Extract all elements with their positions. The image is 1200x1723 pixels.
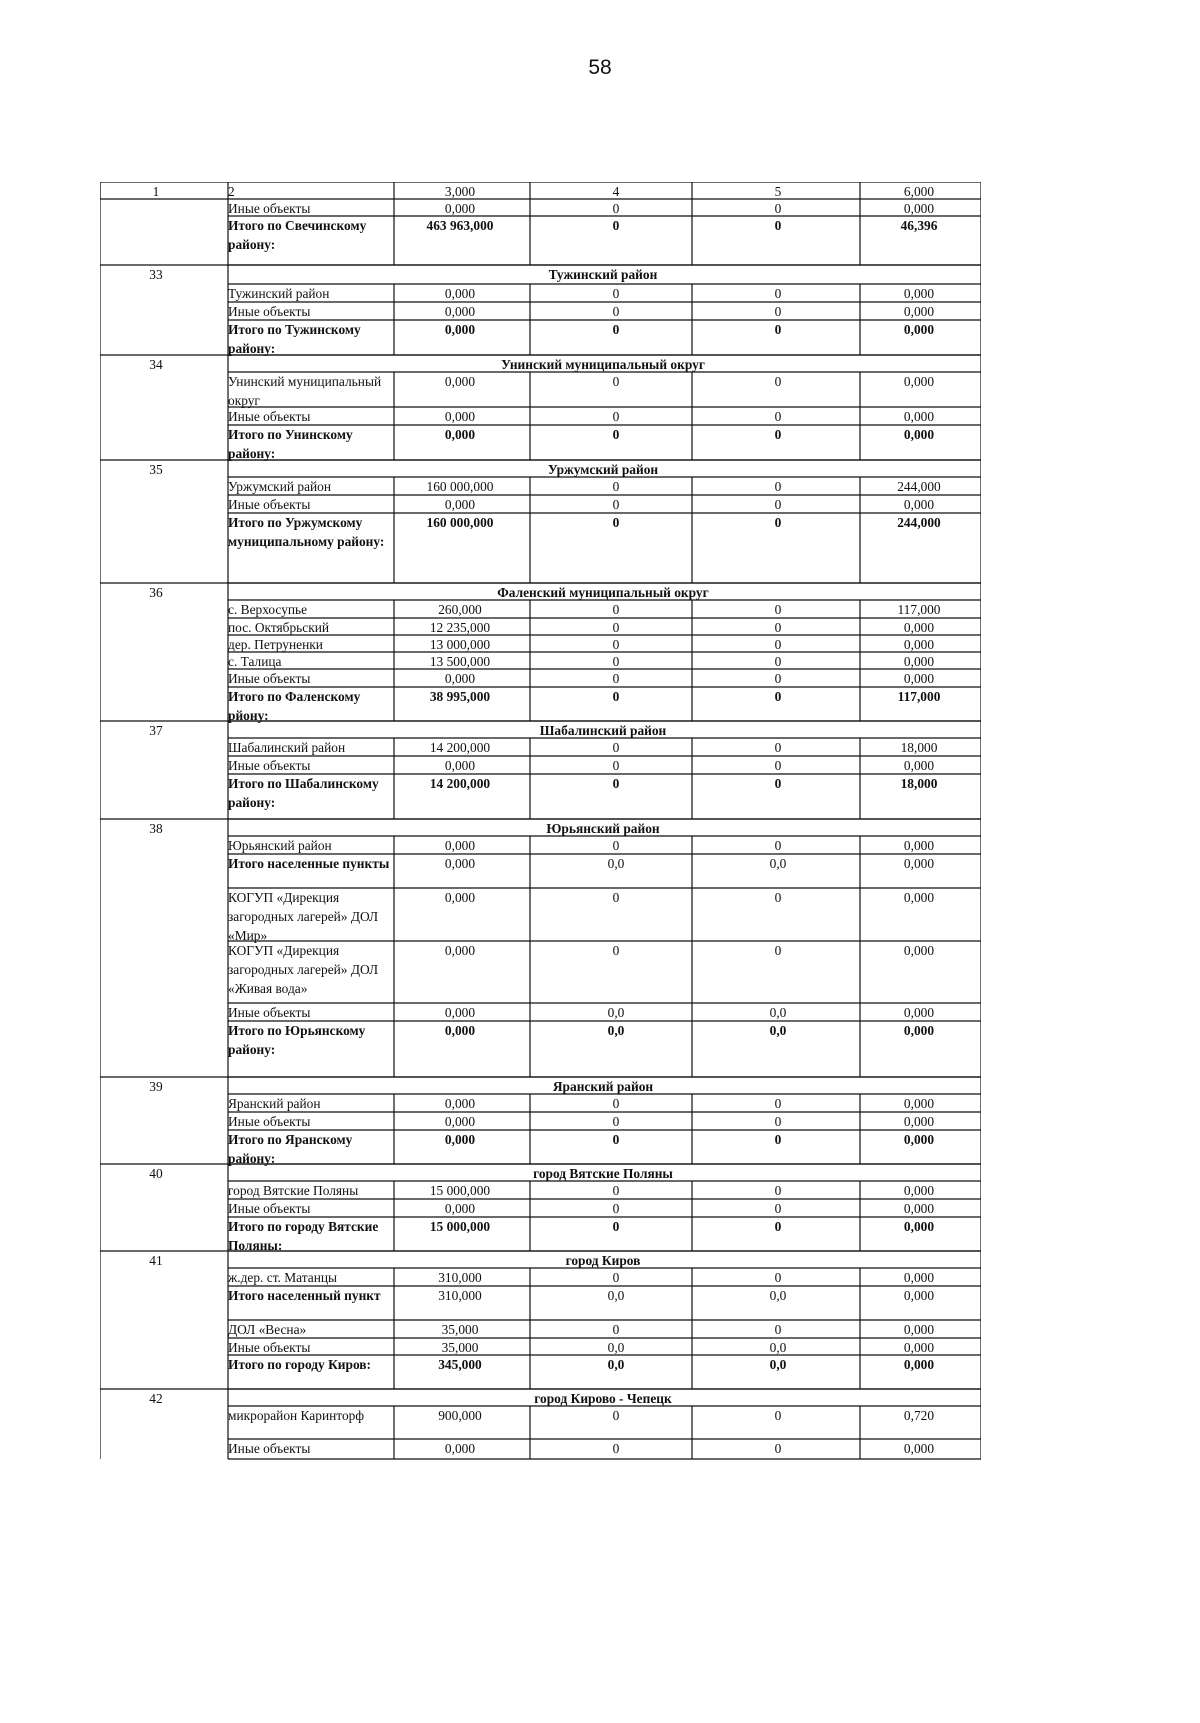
- value-cell: 0: [774, 637, 782, 652]
- column-header: 2: [228, 184, 235, 199]
- row-number: 41: [149, 1253, 163, 1268]
- value-cell: 0,000: [903, 1132, 935, 1147]
- column-header: 1: [152, 184, 160, 199]
- value-cell: 0,000: [903, 497, 935, 512]
- value-cell: 0,0: [769, 1340, 787, 1355]
- value-cell: 0: [612, 1322, 620, 1337]
- row-label: с. Талица: [228, 654, 282, 669]
- row-label: дер. Петруненки: [228, 637, 323, 652]
- value-cell: 0,000: [444, 374, 476, 389]
- row-label: Итого по Свечинскому району:: [228, 218, 367, 252]
- value-cell: 244,000: [897, 515, 941, 530]
- value-cell: 0,000: [903, 758, 935, 773]
- value-cell: 0,0: [769, 1357, 787, 1372]
- value-cell: 0: [774, 776, 782, 791]
- value-cell: 15 000,000: [429, 1219, 491, 1234]
- value-cell: 0: [774, 602, 782, 617]
- value-cell: 0: [774, 620, 782, 635]
- row-label: с. Верхосупье: [228, 602, 308, 617]
- value-cell: 0: [612, 409, 620, 424]
- value-cell: 0,000: [444, 497, 476, 512]
- value-cell: 0,000: [903, 304, 935, 319]
- value-cell: 46,396: [900, 218, 938, 233]
- value-cell: 0,000: [444, 838, 476, 853]
- row-label: Иные объекты: [228, 201, 311, 216]
- value-cell: 0: [774, 479, 782, 494]
- value-cell: 12 235,000: [429, 620, 491, 635]
- row-label: Иные объекты: [228, 671, 311, 686]
- value-cell: 0: [612, 890, 620, 905]
- value-cell: 0: [612, 1219, 620, 1234]
- value-cell: 0: [774, 374, 782, 389]
- value-cell: 260,000: [438, 602, 482, 617]
- value-cell: 0: [612, 620, 620, 635]
- value-cell: 0,000: [903, 201, 935, 216]
- row-label: Иные объекты: [228, 758, 311, 773]
- value-cell: 0,000: [903, 654, 935, 669]
- value-cell: 0: [774, 1441, 782, 1456]
- row-label: Иные объекты: [228, 409, 311, 424]
- value-cell: 0,0: [769, 1023, 787, 1038]
- value-cell: 0: [612, 218, 620, 233]
- value-cell: 0: [774, 515, 782, 530]
- value-cell: 117,000: [897, 602, 941, 617]
- value-cell: 0,000: [444, 856, 476, 871]
- value-cell: 0: [774, 1322, 782, 1337]
- value-cell: 0,000: [444, 286, 476, 301]
- row-label: Тужинский район: [228, 286, 330, 301]
- value-cell: 0: [774, 1201, 782, 1216]
- row-label: Итого по городу Киров:: [228, 1357, 372, 1372]
- value-cell: 0: [774, 654, 782, 669]
- value-cell: 0,0: [769, 1288, 787, 1303]
- value-cell: 0,000: [903, 1183, 935, 1198]
- row-label: микрорайон Каринторф: [228, 1408, 365, 1423]
- value-cell: 160 000,000: [426, 515, 494, 530]
- row-label: КОГУП «Дирекция загородных лагерей» ДОЛ «Мир»: [228, 890, 379, 943]
- value-cell: 463 963,000: [426, 218, 494, 233]
- value-cell: 35,000: [441, 1322, 479, 1337]
- value-cell: 0: [612, 776, 620, 791]
- row-label: Итого по Тужинскому району:: [228, 322, 361, 356]
- value-cell: 0: [774, 218, 782, 233]
- value-cell: 15 000,000: [429, 1183, 491, 1198]
- row-label: Итого по Унинскому району:: [228, 427, 353, 461]
- row-label: Иные объекты: [228, 1005, 311, 1020]
- row-label: Итого населенные пункты: [228, 856, 390, 871]
- value-cell: 35,000: [441, 1340, 479, 1355]
- value-cell: 0,000: [903, 620, 935, 635]
- value-cell: 13 000,000: [429, 637, 491, 652]
- row-number: 37: [149, 723, 163, 738]
- value-cell: 0,000: [903, 286, 935, 301]
- value-cell: 0,000: [903, 637, 935, 652]
- value-cell: 0: [774, 1114, 782, 1129]
- value-cell: 0: [774, 671, 782, 686]
- value-cell: 0,000: [444, 322, 476, 337]
- value-cell: 0,000: [903, 1096, 935, 1111]
- value-cell: 38 995,000: [429, 689, 491, 704]
- value-cell: 14 200,000: [429, 740, 491, 755]
- value-cell: 0: [612, 1270, 620, 1285]
- value-cell: 0,000: [903, 1023, 935, 1038]
- value-cell: 0: [774, 943, 782, 958]
- section-title: город Вятские Поляны: [533, 1166, 673, 1181]
- row-label: Итого населенный пункт: [228, 1288, 381, 1303]
- value-cell: 0: [774, 1096, 782, 1111]
- value-cell: 0: [774, 1132, 782, 1147]
- value-cell: 0: [774, 838, 782, 853]
- column-header: 6,000: [903, 184, 935, 199]
- value-cell: 0,000: [444, 1005, 476, 1020]
- row-label: КОГУП «Дирекция загородных лагерей» ДОЛ «Живая вода»: [228, 943, 379, 996]
- row-label: Яранский район: [228, 1096, 321, 1111]
- row-label: Унинский муниципальный округ: [228, 374, 382, 408]
- value-cell: 0,000: [903, 1322, 935, 1337]
- value-cell: 0: [612, 427, 620, 442]
- value-cell: 0,000: [903, 1005, 935, 1020]
- row-label: Иные объекты: [228, 1201, 311, 1216]
- value-cell: 18,000: [900, 776, 938, 791]
- value-cell: 0,000: [444, 890, 476, 905]
- row-number: 34: [149, 357, 163, 372]
- value-cell: 0: [774, 304, 782, 319]
- row-label: Итого по Уржумскому муниципальному району:: [228, 515, 385, 549]
- value-cell: 0: [774, 689, 782, 704]
- value-cell: 310,000: [438, 1270, 482, 1285]
- value-cell: 0,0: [607, 1005, 625, 1020]
- value-cell: 0: [774, 201, 782, 216]
- value-cell: 0,000: [444, 1114, 476, 1129]
- value-cell: 0: [774, 1219, 782, 1234]
- value-cell: 0: [774, 740, 782, 755]
- value-cell: 0,000: [903, 1114, 935, 1129]
- value-cell: 0: [612, 637, 620, 652]
- value-cell: 0,000: [444, 1023, 476, 1038]
- value-cell: 0,000: [444, 1096, 476, 1111]
- value-cell: 0,000: [444, 409, 476, 424]
- value-cell: 0: [774, 890, 782, 905]
- value-cell: 0,0: [607, 856, 625, 871]
- value-cell: 0: [612, 1132, 620, 1147]
- value-cell: 0,000: [903, 1201, 935, 1216]
- section-title: Унинский муниципальный округ: [501, 357, 705, 372]
- value-cell: 117,000: [897, 689, 941, 704]
- value-cell: 0: [612, 740, 620, 755]
- value-cell: 0: [612, 1201, 620, 1216]
- value-cell: 0,0: [607, 1023, 625, 1038]
- value-cell: 0,0: [607, 1357, 625, 1372]
- value-cell: 0,000: [903, 890, 935, 905]
- value-cell: 0,000: [903, 1270, 935, 1285]
- value-cell: 14 200,000: [429, 776, 491, 791]
- value-cell: 0,000: [903, 943, 935, 958]
- row-label: Итого по Юрьянскому району:: [228, 1023, 366, 1057]
- row-number: 39: [149, 1079, 163, 1094]
- value-cell: 0: [612, 304, 620, 319]
- value-cell: 0: [774, 427, 782, 442]
- data-table: [100, 182, 981, 1644]
- row-label: Иные объекты: [228, 1114, 311, 1129]
- section-title: город Кирово - Чепецк: [534, 1391, 672, 1406]
- value-cell: 0,000: [444, 427, 476, 442]
- value-cell: 0,000: [903, 1288, 935, 1303]
- value-cell: 0: [774, 1270, 782, 1285]
- value-cell: 0: [612, 943, 620, 958]
- value-cell: 0,000: [903, 409, 935, 424]
- row-label: Иные объекты: [228, 304, 311, 319]
- section-title: Фаленский муниципальный округ: [497, 585, 709, 600]
- row-label: Иные объекты: [228, 1441, 311, 1456]
- value-cell: 0,000: [903, 1441, 935, 1456]
- value-cell: 0,0: [769, 1005, 787, 1020]
- row-label: Шабалинский район: [228, 740, 346, 755]
- value-cell: 0: [612, 1441, 620, 1456]
- value-cell: 0,000: [903, 427, 935, 442]
- section-title: Уржумский район: [547, 462, 659, 477]
- value-cell: 0,000: [903, 1340, 935, 1355]
- value-cell: 0,000: [444, 1441, 476, 1456]
- value-cell: 0: [774, 1408, 782, 1423]
- row-number: 33: [149, 267, 163, 282]
- value-cell: 0: [612, 1408, 620, 1423]
- value-cell: 0,000: [444, 1201, 476, 1216]
- value-cell: 0,000: [444, 943, 476, 958]
- value-cell: 0: [612, 602, 620, 617]
- value-cell: 0: [774, 1183, 782, 1198]
- value-cell: 244,000: [897, 479, 941, 494]
- value-cell: 160 000,000: [426, 479, 494, 494]
- value-cell: 0: [774, 497, 782, 512]
- value-cell: 0: [612, 322, 620, 337]
- value-cell: 310,000: [438, 1288, 482, 1303]
- column-header: 3,000: [444, 184, 476, 199]
- value-cell: 0,000: [903, 838, 935, 853]
- row-label: Итого по городу Вятские Поляны:: [228, 1219, 379, 1253]
- column-header: 5: [774, 184, 782, 199]
- section-title: Юрьянский район: [546, 821, 660, 836]
- value-cell: 0: [774, 286, 782, 301]
- value-cell: 0,000: [444, 304, 476, 319]
- value-cell: 0,000: [444, 758, 476, 773]
- row-label: Юрьянский район: [228, 838, 332, 853]
- row-label: Итого по Шабалинскому району:: [228, 776, 379, 810]
- row-number: 38: [149, 821, 163, 836]
- row-number: 42: [149, 1391, 163, 1406]
- value-cell: 0,0: [607, 1340, 625, 1355]
- value-cell: 0: [612, 479, 620, 494]
- value-cell: 0,000: [903, 322, 935, 337]
- value-cell: 0: [612, 838, 620, 853]
- value-cell: 0,000: [903, 1357, 935, 1372]
- value-cell: 0,0: [769, 856, 787, 871]
- value-cell: 0: [612, 515, 620, 530]
- row-number: 36: [149, 585, 163, 600]
- value-cell: 0: [612, 1183, 620, 1198]
- value-cell: 0: [612, 689, 620, 704]
- value-cell: 0,000: [903, 1219, 935, 1234]
- value-cell: 0,720: [903, 1408, 935, 1423]
- section-title: Яранский район: [552, 1079, 654, 1094]
- value-cell: 0: [774, 322, 782, 337]
- row-label: пос. Октябрьский: [228, 620, 330, 635]
- value-cell: 0: [612, 497, 620, 512]
- value-cell: 0,000: [903, 856, 935, 871]
- value-cell: 0,000: [903, 671, 935, 686]
- value-cell: 345,000: [438, 1357, 482, 1372]
- value-cell: 0,000: [444, 671, 476, 686]
- row-label: город Вятские Поляны: [228, 1183, 359, 1198]
- row-number: 35: [149, 462, 163, 477]
- value-cell: 13 500,000: [429, 654, 491, 669]
- value-cell: 0: [612, 758, 620, 773]
- row-label: ДОЛ «Весна»: [228, 1322, 307, 1337]
- row-number: 40: [149, 1166, 163, 1181]
- value-cell: 0: [612, 374, 620, 389]
- row-label: Иные объекты: [228, 1340, 311, 1355]
- section-title: город Киров: [565, 1253, 641, 1268]
- value-cell: 0,000: [444, 201, 476, 216]
- row-label: Итого по Фаленскому рйону:: [228, 689, 361, 723]
- value-cell: 0: [612, 671, 620, 686]
- value-cell: 0: [774, 758, 782, 773]
- row-label: Уржумский район: [228, 479, 332, 494]
- row-label: ж.дер. ст. Матанцы: [228, 1270, 338, 1285]
- value-cell: 0: [774, 409, 782, 424]
- column-header: 4: [612, 184, 620, 199]
- page-number: 58: [588, 56, 612, 79]
- value-cell: 0,000: [444, 1132, 476, 1147]
- value-cell: 0: [612, 286, 620, 301]
- value-cell: 0: [612, 1096, 620, 1111]
- value-cell: 0,0: [607, 1288, 625, 1303]
- row-label: Иные объекты: [228, 497, 311, 512]
- value-cell: 0: [612, 1114, 620, 1129]
- value-cell: 900,000: [438, 1408, 482, 1423]
- value-cell: 0: [612, 201, 620, 216]
- value-cell: 18,000: [900, 740, 938, 755]
- value-cell: 0: [612, 654, 620, 669]
- value-cell: 0,000: [903, 374, 935, 389]
- section-title: Шабалинский район: [539, 723, 667, 738]
- row-label: Итого по Яранскому району:: [228, 1132, 353, 1166]
- section-title: Тужинский район: [548, 267, 658, 282]
